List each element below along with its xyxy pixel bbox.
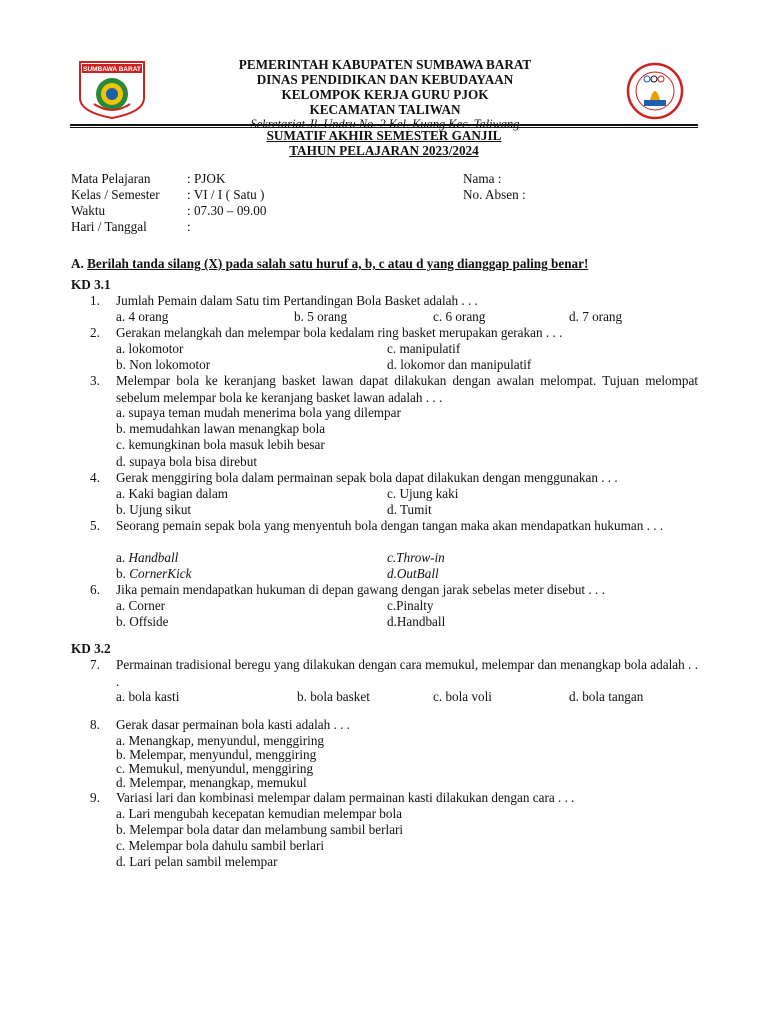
option-d: d.OutBall bbox=[387, 566, 439, 581]
option-text: Handball bbox=[128, 550, 179, 565]
question-text: Jika pemain mendapatkan hukuman di depan gawang dengan jarak sebelas meter disebut . . . bbox=[116, 582, 605, 597]
question-number: 8. bbox=[90, 717, 100, 732]
subject-label: Mata Pelajaran bbox=[71, 171, 151, 186]
kd-heading: KD 3.1 bbox=[71, 277, 111, 292]
time-value: : 07.30 – 09.00 bbox=[187, 203, 267, 218]
question-text: Permainan tradisional beregu yang dilakukan dengan cara memukul, melempar dan menangkap bola adalah . . . bbox=[116, 657, 698, 689]
letterhead-line-1: PEMERINTAH KABUPATEN SUMBAWA BARAT bbox=[238, 57, 532, 72]
option-b: b. memudahkan lawan menangkap bola bbox=[116, 421, 326, 436]
option-text: CornerKick bbox=[129, 566, 192, 581]
option-c: c.Throw-in bbox=[387, 550, 445, 565]
class-label: Kelas / Semester bbox=[71, 187, 160, 202]
option-b: b. 5 orang bbox=[294, 309, 348, 324]
option-d: d. Tumit bbox=[387, 502, 432, 517]
option-b: b. bola basket bbox=[297, 689, 370, 704]
option-b: b. Offside bbox=[116, 614, 169, 629]
question-text: Variasi lari dan kombinasi melempar dalam permainan kasti dilakukan dengan cara . . . bbox=[116, 790, 575, 805]
option-d: d. Melempar, menangkap, memukul bbox=[116, 775, 307, 790]
letterhead-line-3: KELOMPOK KERJA GURU PJOK bbox=[281, 87, 489, 102]
option-d: d. bola tangan bbox=[569, 689, 644, 704]
name-label: Nama : bbox=[463, 171, 502, 186]
option-a bbox=[116, 550, 178, 566]
option-c: c. Ujung kaki bbox=[387, 486, 459, 501]
question-number: 5. bbox=[90, 518, 100, 533]
option-c: c. Melempar bola dahulu sambil berlari bbox=[116, 838, 324, 853]
option-b: b. Melempar bola datar dan melambung sambil berlari bbox=[116, 822, 404, 837]
option-a: a. Lari mengubah kecepatan kemudian melempar bola bbox=[116, 806, 402, 821]
subject-value: : PJOK bbox=[187, 171, 226, 186]
option-c: c.Pinalty bbox=[387, 598, 434, 613]
letterhead-line-2: DINAS PENDIDIKAN DAN KEBUDAYAAN bbox=[256, 72, 514, 87]
question-number: 7. bbox=[90, 657, 100, 672]
letterhead bbox=[215, 57, 555, 132]
svg-text:SUMBAWA BARAT: SUMBAWA BARAT bbox=[83, 66, 141, 73]
option-a: a. supaya teman mudah menerima bola yang dilempar bbox=[116, 405, 401, 420]
question-text: Gerak menggiring bola dalam permainan sepak bola dapat dilakukan dengan menggunakan . . . bbox=[116, 470, 618, 485]
question-number: 1. bbox=[90, 293, 100, 308]
question-number: 6. bbox=[90, 582, 100, 597]
letterhead-address: Sekretariat Jl. Undru No. 2 Kel. Kuang Kec. Taliwang bbox=[250, 117, 520, 131]
header-rule-thick bbox=[70, 124, 698, 126]
exam-year: TAHUN PELAJARAN 2023/2024 bbox=[289, 143, 479, 158]
option-b: b. Non lokomotor bbox=[116, 357, 211, 372]
option-letter: a. bbox=[116, 550, 126, 565]
option-a: a. bola kasti bbox=[116, 689, 180, 704]
question-text: Jumlah Pemain dalam Satu tim Pertandingan Bola Basket adalah . . . bbox=[116, 293, 478, 308]
option-a: a. Menangkap, menyundul, menggiring bbox=[116, 733, 325, 748]
absen-label: No. Absen : bbox=[463, 187, 526, 202]
section-prefix: A. bbox=[71, 256, 84, 271]
option-d: d. lokomor dan manipulatif bbox=[387, 357, 532, 372]
letterhead-line-4: KECAMATAN TALIWAN bbox=[309, 102, 461, 117]
option-d: d. supaya bola bisa direbut bbox=[116, 454, 257, 469]
option-c: c. kemungkinan bola masuk lebih besar bbox=[116, 437, 325, 452]
date-value: : bbox=[187, 219, 191, 234]
kkg-logo bbox=[622, 62, 688, 120]
kd-heading: KD 3.2 bbox=[71, 641, 111, 656]
question-text: Seorang pemain sepak bola yang menyentuh bola dengan tangan maka akan mendapatkan hukuman . . . bbox=[116, 518, 664, 533]
option-a: a. lokomotor bbox=[116, 341, 184, 356]
regency-logo bbox=[76, 60, 148, 120]
option-a: a. Corner bbox=[116, 598, 166, 613]
option-c: c. bola voli bbox=[433, 689, 492, 704]
option-a: a. 4 orang bbox=[116, 309, 169, 324]
option-c: c. manipulatif bbox=[387, 341, 461, 356]
option-d: d.Handball bbox=[387, 614, 446, 629]
option-b bbox=[116, 566, 191, 582]
class-value: : VI / I ( Satu ) bbox=[187, 187, 265, 202]
date-label: Hari / Tanggal bbox=[71, 219, 147, 234]
question-text: Gerakan melangkah dan melempar bola kedalam ring basket merupakan gerakan . . . bbox=[116, 325, 563, 340]
section-a-instruction bbox=[71, 256, 588, 272]
instruction-text: Berilah tanda silang (X) pada salah satu huruf a, b, c atau d yang dianggap paling benar! bbox=[87, 256, 589, 271]
option-b: b. Melempar, menyundul, menggiring bbox=[116, 747, 317, 762]
option-b: b. Ujung sikut bbox=[116, 502, 192, 517]
question-text: Melempar bola ke keranjang basket lawan dapat dilakukan dengan awalan melompat. Tujuan melompat sebelum melempar bola ke keranjang basket lawan adalah . . . bbox=[116, 373, 698, 405]
option-c: c. 6 orang bbox=[433, 309, 486, 324]
option-d: d. Lari pelan sambil melempar bbox=[116, 854, 278, 869]
option-a: a. Kaki bagian dalam bbox=[116, 486, 229, 501]
option-letter: b. bbox=[116, 566, 126, 581]
question-text: Gerak dasar permainan bola kasti adalah . . . bbox=[116, 717, 350, 732]
question-number: 9. bbox=[90, 790, 100, 805]
option-c: c. Memukul, menyundul, menggiring bbox=[116, 761, 314, 776]
exam-title: SUMATIF AKHIR SEMESTER GANJIL bbox=[266, 128, 502, 143]
question-number: 3. bbox=[90, 373, 100, 388]
question-number: 4. bbox=[90, 470, 100, 485]
option-d: d. 7 orang bbox=[569, 309, 623, 324]
time-label: Waktu bbox=[71, 203, 106, 218]
question-number: 2. bbox=[90, 325, 100, 340]
